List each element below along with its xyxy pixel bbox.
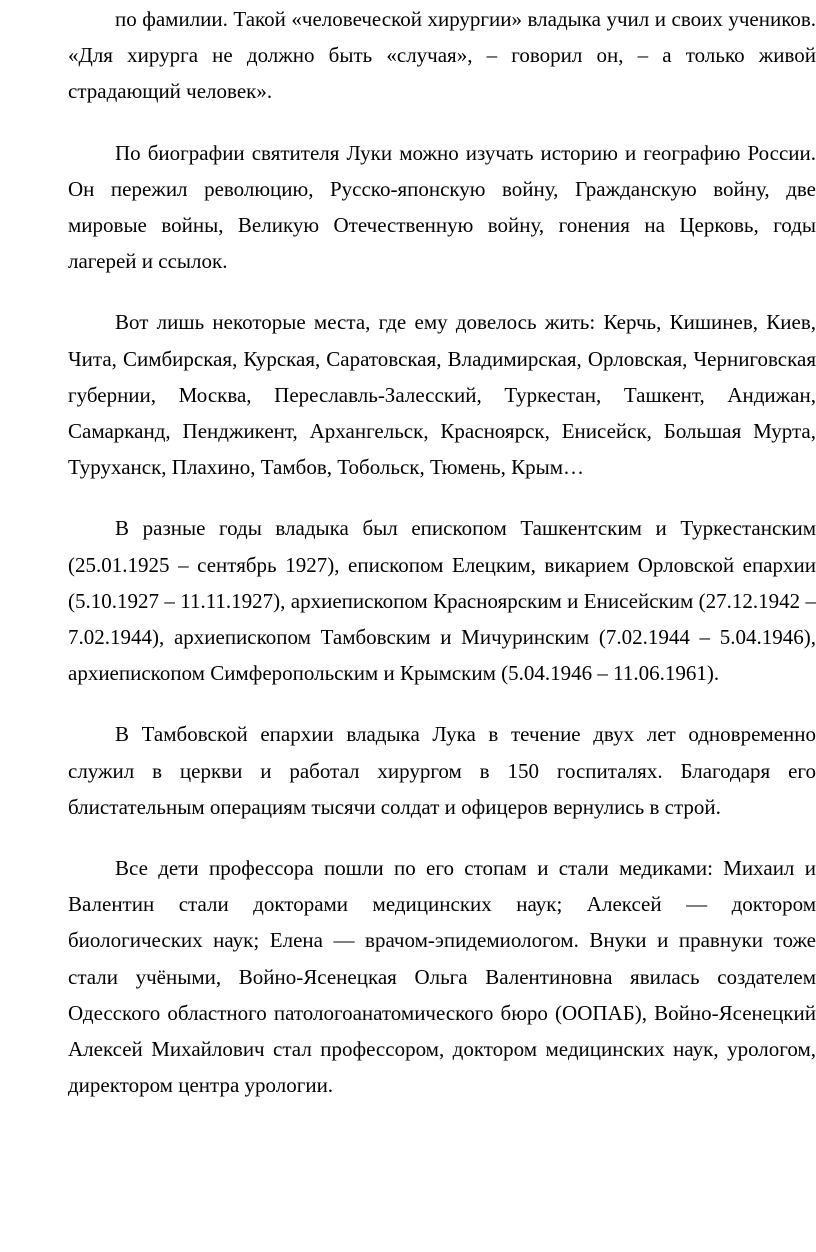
paragraph-places-lived: Вот лишь некоторые места, где ему довелось жить: Керчь, Кишинев, Киев, Чита, Симбирская, Курская, Саратовская, Владимирская, Орловская, Черниговская губернии, Москва, Переславль-Залесский, Туркестан, Ташкент, Андижан, Самарканд, Пенджикент, Архангельск, Красноярск, Енисейск, Большая Мурта, Туруханск, Плахино, Тамбов, Тобольск, Тюмень, Крым… [68,310,816,480]
paragraph-children-medicine: Все дети профессора пошли по его стопам и стали медиками: Михаил и Валентин стали докторами медицинских наук; Алексей — доктором биологических наук; Елена — врачом-эпидемиологом. Внуки и правнуки тоже стали учёными, Войно-Ясенецкая Ольга Валентиновна явилась создателем Одесского областного патологоанатомического бюро (ООПАБ), Войно-Ясенецкий Алексей Михайлович стал профессором, доктором медицинских наук, урологом, директором центра урологии. [68,856,816,1098]
paragraph-biography-history: По биографии святителя Луки можно изучать историю и географию России. Он пережил революцию, Русско-японскую войну, Гражданскую войну, две мировые войны, Великую Отечественную войну, гонения на Церковь, годы лагерей и ссылок. [68,140,816,274]
paragraph-tambov-hospitals: В Тамбовской епархии владыка Лука в течение двух лет одновременно служил в церкви и работал хирургом в 150 госпиталях. Благодаря его блистательным операциям тысячи солдат и офицеров вернулись в строй. [68,722,816,819]
paragraph-episcopal-sees: В разные годы владыка был епископом Ташкентским и Туркестанским (25.01.1925 – сентябрь 1927), епископом Елецким, викарием Орловской епархии (5.10.1927 – 11.11.1927), архиепископом Красноярским и Енисейским (27.12.1942 – 7.02.1944), архиепископом Тамбовским и Мичуринским (7.02.1944 – 5.04.1946), архиепископом Симферопольским и Крымским (5.04.1946 – 11.06.1961). [68,516,816,686]
paragraph-surgery-quote: по фамилии. Такой «человеческой хирургии» владыка учил и своих учеников. «Для хирурга не должно быть «случая», – говорил он, – а только живой страдающий человек». [68,7,816,104]
document-page [68,0,816,1103]
